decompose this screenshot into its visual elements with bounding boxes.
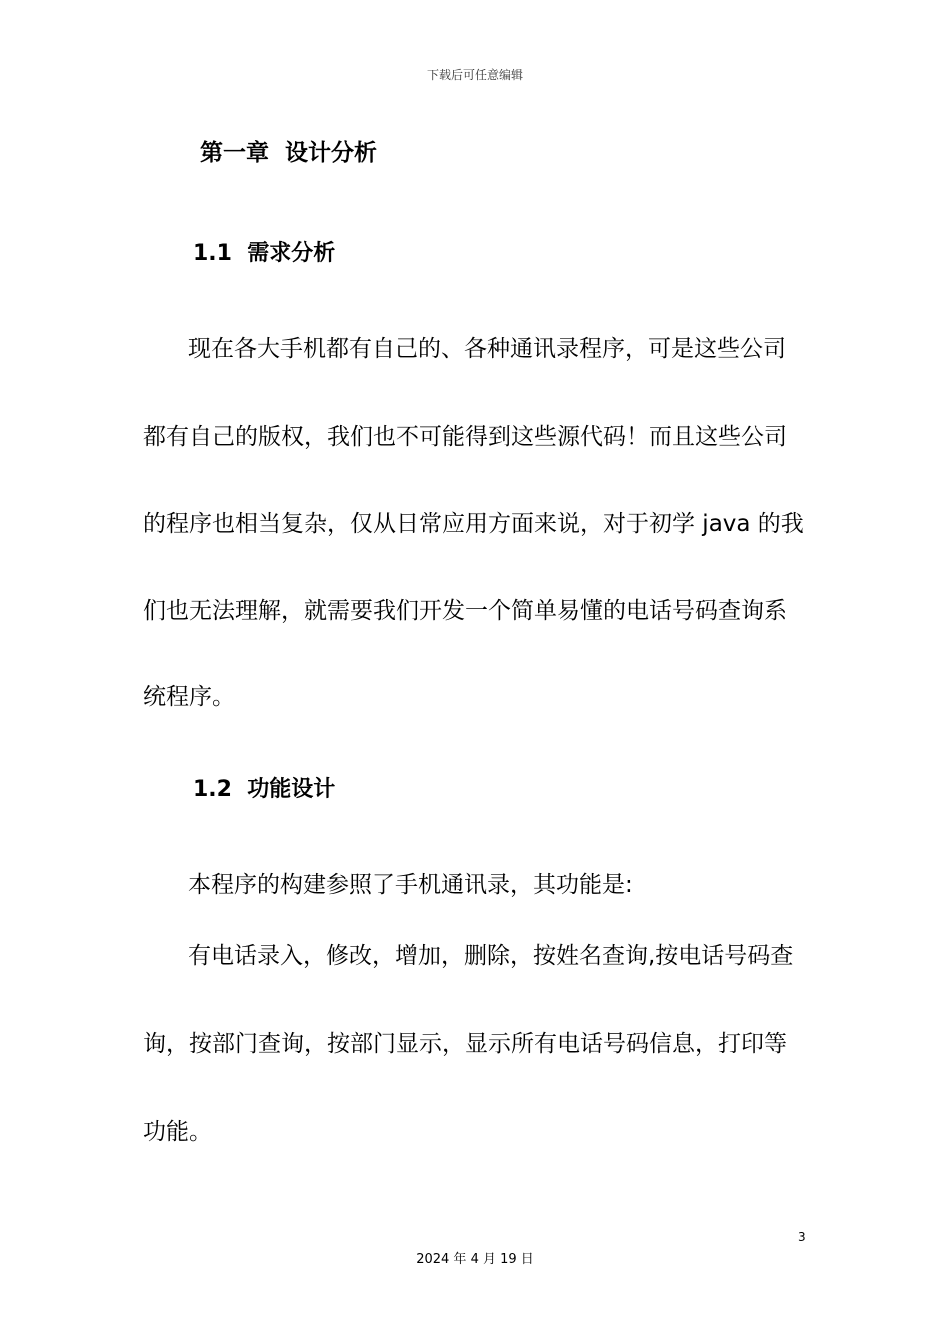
paragraph-line: 统程序。 bbox=[143, 684, 235, 710]
paragraph-line: 询，按部门查询，按部门显示，显示所有电话号码信息，打印等 bbox=[143, 1031, 787, 1057]
footer-date: 2024 年 4 月 19 日 bbox=[416, 1252, 534, 1267]
paragraph-line: 有电话录入，修改，增加，删除，按姓名查询,按电话号码查 bbox=[188, 943, 794, 969]
paragraph-line: 功能。 bbox=[143, 1119, 212, 1145]
paragraph-line: 的程序也相当复杂，仅从日常应用方面来说，对于初学 java 的我 bbox=[143, 511, 804, 537]
header-note: 下载后可任意编辑 bbox=[426, 68, 523, 82]
paragraph-intro: 本程序的构建参照了手机通讯录，其功能是: bbox=[188, 872, 633, 898]
paragraph-line: 现在各大手机都有自己的、各种通讯录程序，可是这些公司 bbox=[188, 336, 786, 362]
section-title-1-1: 1.1 需求分析 bbox=[193, 241, 336, 266]
paragraph-line: 们也无法理解，就需要我们开发一个简单易懂的电话号码查询系 bbox=[143, 598, 787, 624]
chapter-title: 第一章 设计分析 bbox=[200, 140, 378, 166]
section-title-1-2: 1.2 功能设计 bbox=[193, 777, 336, 802]
paragraph-line: 都有自己的版权，我们也不可能得到这些源代码！而且这些公司 bbox=[143, 424, 787, 450]
page-number: 3 bbox=[798, 1230, 806, 1244]
